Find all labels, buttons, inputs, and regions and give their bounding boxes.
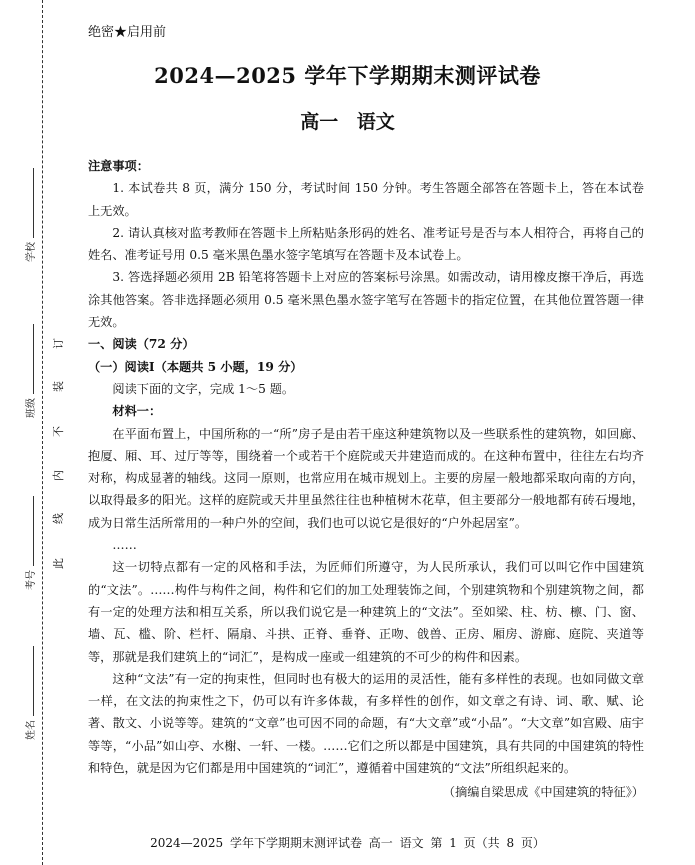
exam-number-label: 考号 [26, 570, 37, 590]
instruction-text: 阅读下面的文字，完成 1～5 题。 [112, 381, 295, 396]
name-label: 姓名 [26, 720, 37, 740]
passage-source: （摘编自梁思成《中国建筑的特征》） [442, 785, 644, 800]
exam-number-line [24, 496, 34, 566]
binding-char: 订 [52, 338, 65, 349]
binding-char: 线 [52, 513, 65, 524]
passage-paragraph: 在平面布置上，中国所称的一“所”房子是由若干座这种建筑物以及一些联系性的建筑物，如回廊、抱厦、厢、耳、过厅等等，围绕着一个或若干个庭院或天井建造而成的。在这种布置中，往往左右均齐对称，构成显著的轴线。这同一原则，也常应用在城市规划上。主要的房屋一般地都采取向南的方向，以取得最多的阳光。这样的庭院或天井里虽然往往也种植树木花草，但主要部分一般地都有砖石墁地，成为日常生活所常用的一种户外的空间，我们也可以说它是很好的“户外起居室”。 [88, 426, 644, 530]
exam-title: 2024—2025 学年下学期期末测评试卷 [154, 63, 541, 88]
class-label: 班级 [26, 398, 37, 418]
class-field[interactable] [22, 324, 37, 418]
subsection-heading: （一）阅读Ⅰ（本题共 5 小题，19 分） [88, 359, 303, 374]
binding-char: 不 [52, 426, 65, 437]
school-line [24, 168, 34, 238]
school-label: 学校 [26, 242, 37, 262]
binding-char: 此 [52, 558, 65, 569]
school-field[interactable] [22, 168, 37, 262]
passage-paragraph: 这种“文法”有一定的拘束性，但同时也有极大的运用的灵活性，能有多样性的表现。也如同做文章一样，在文法的拘束性之下，仍可以有许多体裁，有多样性的创作，如文章之有诗、词、歌、赋、论著、散文、小说等等。建筑的“文章”也可因不同的命题，有“大文章”或“小品”。“大文章”如宫殿、庙宇等等，“小品”如山亭、水榭、一轩、一楼。……它们之所以都是中国建筑，具有共同的中国建筑的特性和特色，就是因为它们都是用中国建筑的“词汇”，遵循着中国建筑的“文法”所组织起来的。 [88, 671, 644, 776]
binding-char: 装 [52, 381, 65, 392]
section-heading: 一、阅读（72 分） [88, 337, 195, 352]
notice-item: 1. 本试卷共 8 页，满分 150 分，考试时间 150 分钟。考生答题全部答在答题卡上，答在本试卷上无效。 [88, 181, 644, 218]
exam-body [88, 155, 644, 804]
exam-subtitle: 高一 语文 [300, 111, 395, 133]
material-label: 材料一： [112, 404, 162, 419]
notice-item: 3. 答选择题必须用 2B 铅笔将答题卡上对应的答案标号涂黑。如需改动，请用橡皮擦干净后，再选涂其他答案。答非选择题必须用 0.5 毫米黑色墨水签字笔写在答题卡的指定位置，在其他位置答题一律无效。 [88, 270, 644, 330]
notice-item: 2. 请认真核对监考教师在答题卡上所粘贴条形码的姓名、准考证号是否与本人相符合，再将自己的姓名、准考证号用 0.5 毫米黑色墨水签字笔填写在答题卡及本试卷上。 [88, 225, 644, 263]
notice-heading: 注意事项： [88, 159, 149, 173]
name-field[interactable] [22, 646, 37, 740]
confidential-mark: 绝密★启用前 [88, 25, 167, 40]
binding-char: 内 [52, 470, 65, 481]
name-line [24, 646, 34, 716]
passage-ellipsis: …… [112, 538, 137, 553]
page-footer: 2024—2025 学年下学期期末测评试卷 高一 语文 第 1 页（共 8 页） [150, 836, 545, 850]
exam-number-field[interactable] [22, 496, 37, 590]
class-line [24, 324, 34, 394]
passage-paragraph: 这一切特点都有一定的风格和手法，为匠师们所遵守，为人民所承认，我们可以叫它作中国建筑的“文法”。……构件与构件之间，构件和它们的加工处理装饰之间，个别建筑物和个别建筑物之间，都有一定的处理方法和相互关系，所以我们说它是一种建筑上的“文法”。至如梁、柱、枋、檩、门、窗、墙、瓦、槛、阶、栏杆、隔扇、斗拱、正脊、垂脊、正吻、戗兽、正房、厢房、游廊、庭院、夹道等等，那就是我们建筑上的“词汇”，是构成一座或一组建筑的不可少的构件和因素。 [88, 560, 644, 664]
